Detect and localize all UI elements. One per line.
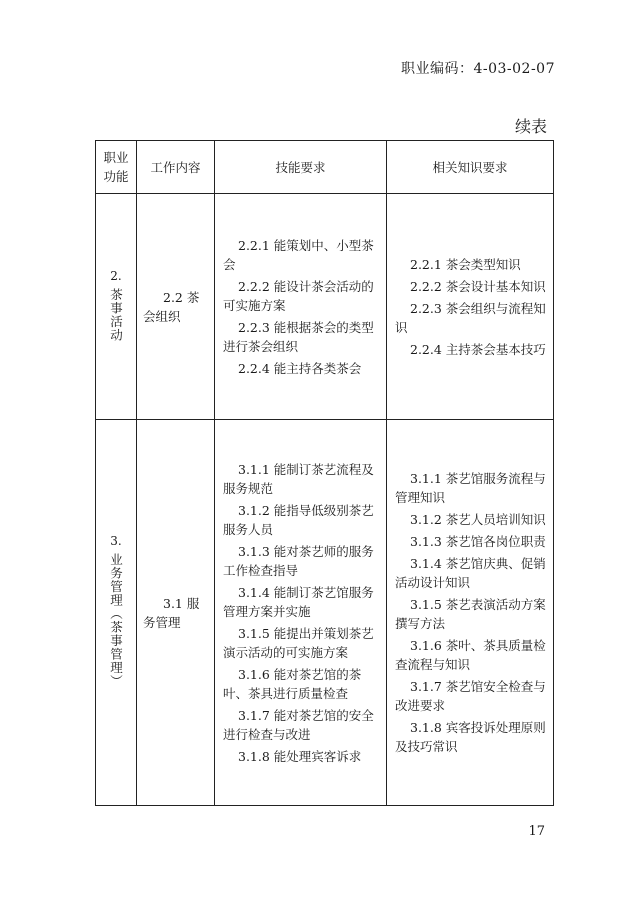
knowledge-item: 3.1.1 茶艺馆服务流程与管理知识 — [395, 471, 546, 505]
table-row — [96, 194, 554, 420]
work-content-cell: 2.2 茶会组织 — [137, 194, 215, 420]
table-row — [96, 420, 554, 806]
knowledge-item: 3.1.6 茶叶、茶具质量检查流程与知识 — [395, 638, 546, 672]
skill-item: 3.1.2 能指导低级别茶艺服务人员 — [223, 502, 374, 537]
skill-item: 3.1.5 能提出并策划茶艺演示活动的可实施方案 — [223, 625, 374, 660]
page-number: 17 — [528, 824, 545, 839]
skill-item: 2.2.2 能设计茶会活动的可实施方案 — [223, 278, 374, 313]
skills-cell — [215, 420, 387, 806]
knowledge-item: 2.2.1 茶会类型知识 — [410, 256, 521, 272]
skills-table — [95, 140, 554, 806]
knowledge-cell — [387, 194, 554, 420]
knowledge-item: 2.2.4 主持茶会基本技巧 — [410, 341, 546, 357]
skill-item: 2.2.1 能策划中、小型茶会 — [223, 237, 374, 272]
skill-item: 2.2.4 能主持各类茶会 — [238, 360, 362, 376]
header-work-content: 工作内容 — [137, 141, 215, 194]
header-knowledge-requirements: 相关知识要求 — [387, 141, 554, 194]
continued-label: 续表 — [514, 117, 547, 136]
function-cell: 3. 业务管理（茶事管理） — [96, 420, 137, 806]
skill-item: 3.1.3 能对茶艺师的服务工作检查指导 — [223, 543, 374, 578]
skills-cell — [215, 194, 387, 420]
knowledge-cell — [387, 420, 554, 806]
knowledge-item: 3.1.2 茶艺人员培训知识 — [410, 512, 546, 527]
skill-item: 3.1.8 能处理宾客诉求 — [238, 748, 362, 764]
skill-item: 3.1.4 能制订茶艺馆服务管理方案并实施 — [223, 584, 374, 619]
occupation-code: 职业编码：4-03-02-07 — [400, 61, 555, 77]
skill-item: 2.2.3 能根据茶会的类型进行茶会组织 — [223, 319, 374, 354]
knowledge-item: 3.1.8 宾客投诉处理原则及技巧常识 — [395, 720, 546, 754]
skill-item: 3.1.6 能对茶艺馆的茶叶、茶具进行质量检查 — [223, 666, 362, 701]
header-skill-requirements: 技能要求 — [215, 141, 387, 194]
skill-item: 3.1.1 能制订茶艺流程及服务规范 — [223, 461, 374, 496]
knowledge-item: 3.1.5 茶艺表演活动方案撰写方法 — [395, 597, 546, 631]
knowledge-item: 2.2.2 茶会设计基本知识 — [410, 278, 546, 294]
header-function: 职业 功能 — [96, 141, 137, 194]
knowledge-item: 2.2.3 茶会组织与流程知识 — [395, 300, 546, 335]
function-cell: 2. 茶事活动 — [96, 194, 137, 420]
skill-item: 3.1.7 能对茶艺馆的安全进行检查与改进 — [223, 707, 374, 742]
knowledge-item: 3.1.3 茶艺馆各岗位职责 — [410, 534, 546, 549]
table-header-row — [96, 141, 554, 194]
knowledge-item: 3.1.4 茶艺馆庆典、促销活动设计知识 — [395, 556, 546, 590]
knowledge-item: 3.1.7 茶艺馆安全检查与改进要求 — [395, 679, 546, 713]
work-content-cell: 3.1 服务管理 — [137, 420, 215, 806]
